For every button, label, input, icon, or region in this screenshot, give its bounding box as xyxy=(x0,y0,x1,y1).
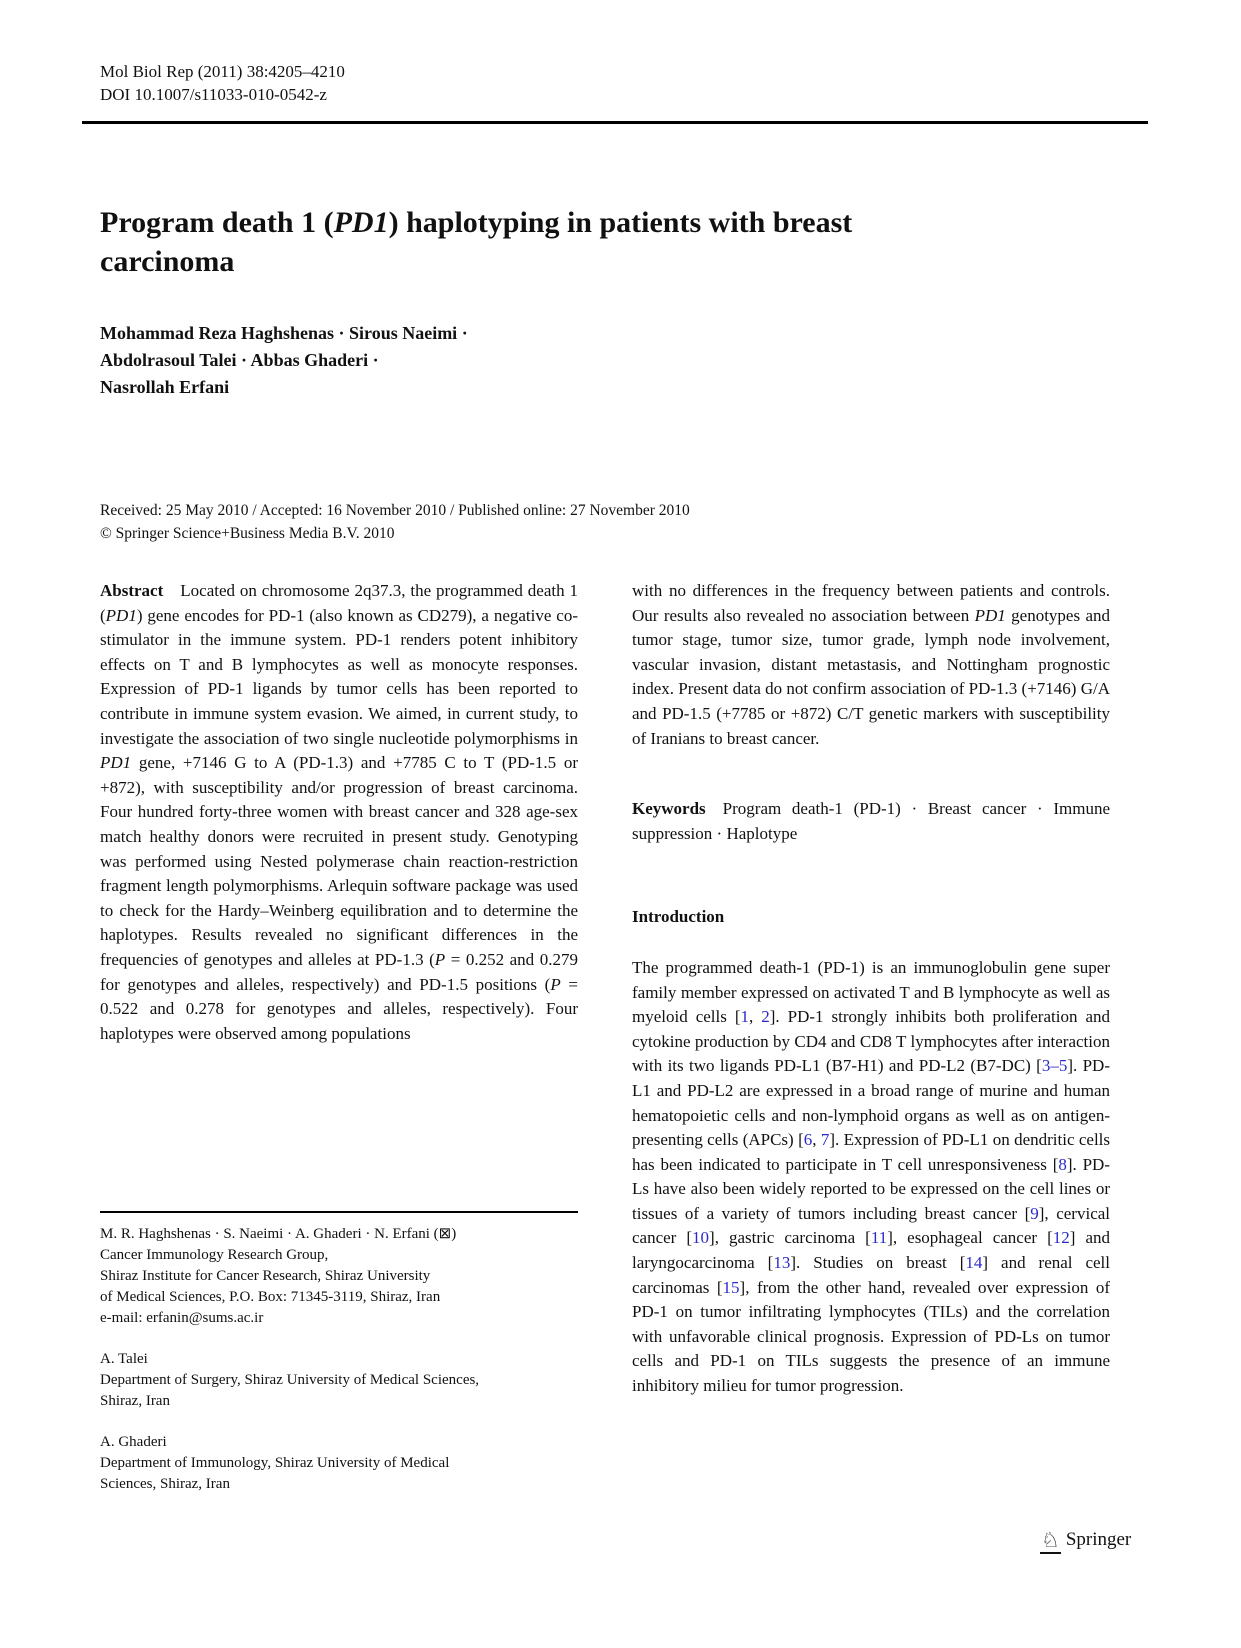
springer-knight-icon: ♘ xyxy=(1041,1528,1060,1552)
footnote-line: A. Talei xyxy=(100,1351,148,1367)
abstract-continued-paragraph: with no differences in the frequency between patients and controls. Our results also revealed no association between PD1 genotypes and tumor stage, tumor size, tumor grade, lymph node involvement, vascular invasion, distant metastasis, and Nottingham prognostic index. Present data do not confirm association of PD-1.3 (+7146) G/A and PD-1.5 (+7785 or +872) C/T genetic markers with susceptibility of Iranians to breast cancer. xyxy=(632,581,1110,748)
publication-dates-block xyxy=(100,499,690,545)
affiliation-footnote-talei xyxy=(100,1349,578,1412)
page-title xyxy=(100,203,980,281)
abstract-paragraph: Abstract Located on chromosome 2q37.3, the programmed death 1 (PD1) gene encodes for PD-1 (also known as CD279), a negative co-stimulator in the immune system. PD-1 renders potent inhibitory effects on T and B lymphocytes as well as monocyte responses. Expression of PD-1 ligands by tumor cells has been reported to contribute in immune system evasion. We aimed, in current study, to investigate the association of two single nucleotide polymorphisms in PD1 gene, +7146 G to A (PD-1.3) and +7785 C to T (PD-1.5 or +872), with susceptibility and/or progression of breast carcinoma. Four hundred forty-three women with breast cancer and 328 age-sex match healthy donors were recruited in present study. Genotyping was performed using Nested polymerase chain reaction-restriction fragment length polymorphisms. Arlequin software package was used to check for the Hardy–Weinberg equilibration and to determine the haplotypes. Results revealed no significant differences in the frequencies of genotypes and alleles at PD-1.3 (P = 0.252 and 0.279 for genotypes and alleles, respectively) and PD-1.5 positions (P = 0.522 and 0.278 for genotypes and alleles, respectively). Four haplotypes were observed among populations xyxy=(100,581,578,1043)
authors-line: Mohammad Reza Haghshenas · Sirous Naeimi · xyxy=(100,323,468,343)
springer-wordmark: Springer xyxy=(1065,1529,1132,1550)
introduction-heading: Introduction xyxy=(632,907,725,927)
correspondence-footnote xyxy=(100,1224,578,1329)
footnote-line: Shiraz, Iran xyxy=(100,1393,170,1409)
authors-block xyxy=(100,320,468,401)
right-column xyxy=(632,579,1110,1399)
doi-line: DOI 10.1007/s11033-010-0542-z xyxy=(100,85,327,104)
introduction-paragraph: The programmed death-1 (PD-1) is an immunoglobulin gene super family member expressed on activated T and B lymphocyte as well as myeloid cells [1, 2]. PD-1 strongly inhibits both proliferation and cytokine production by CD4 and CD8 T lymphocytes after interaction with its two ligands PD-L1 (B7-H1) and PD-L2 (B7-DC) [3–5]. PD-L1 and PD-L2 are expressed in a broad range of murine and human hematopoietic cells and non-lymphoid organs as well as on antigen-presenting cells (APCs) [6, 7]. Expression of PD-L1 on dendritic cells has been indicated to participate in T cell unresponsiveness [8]. PD-Ls have also been widely reported to be expressed on the cell lines or tissues of a variety of tumors including breast cancer [9], cervical cancer [10], gastric carcinoma [11], esophageal cancer [12] and laryngocarcinoma [13]. Studies on breast [14] and renal cell carcinomas [15], from the other hand, revealed over expression of PD-1 on tumor infiltrating lymphocytes (TILs) and the correlation with unfavorable clinical prognosis. Expression of PD-Ls on tumor cells and PD-1 on TILs suggests the presence of an immune inhibitory milieu for tumor progression. xyxy=(632,957,1111,1396)
copyright-line: © Springer Science+Business Media B.V. 2010 xyxy=(100,525,395,542)
footnote-line: M. R. Haghshenas · S. Naeimi · A. Ghaderi · N. Erfani (⊠) xyxy=(100,1226,457,1242)
footnote-line: of Medical Sciences, P.O. Box: 71345-3119, Shiraz, Iran xyxy=(100,1289,441,1305)
footnotes-block xyxy=(100,1224,578,1515)
left-column xyxy=(100,579,578,1046)
journal-header xyxy=(100,60,345,106)
received-accepted-line: Received: 25 May 2010 / Accepted: 16 November 2010 / Published online: 27 November 2010 xyxy=(100,502,690,519)
springer-logo xyxy=(1040,1529,1131,1554)
footnote-line: Department of Surgery, Shiraz University of Medical Sciences, xyxy=(100,1372,480,1388)
footnote-line: Sciences, Shiraz, Iran xyxy=(100,1476,230,1492)
authors-line: Nasrollah Erfani xyxy=(100,377,230,397)
footnote-line: Shiraz Institute for Cancer Research, Shiraz University xyxy=(100,1268,431,1284)
title-line-2: carcinoma xyxy=(100,245,235,278)
footnote-line: Cancer Immunology Research Group, xyxy=(100,1247,329,1263)
journal-citation-line: Mol Biol Rep (2011) 38:4205–4210 xyxy=(100,62,345,81)
footnote-divider xyxy=(100,1211,578,1213)
footnote-line: Department of Immunology, Shiraz University of Medical xyxy=(100,1455,450,1471)
footnote-email-line: e-mail: erfanin@sums.ac.ir xyxy=(100,1310,264,1326)
title-line-1: Program death 1 (PD1) haplotyping in patients with breast xyxy=(100,206,853,239)
footnote-line: A. Ghaderi xyxy=(100,1434,167,1450)
authors-line: Abdolrasoul Talei · Abbas Ghaderi · xyxy=(100,350,379,370)
keywords-line: Keywords Program death-1 (PD-1) · Breast cancer · Immune suppression · Haplotype xyxy=(632,799,1110,843)
affiliation-footnote-ghaderi xyxy=(100,1432,578,1495)
header-divider xyxy=(82,121,1148,124)
